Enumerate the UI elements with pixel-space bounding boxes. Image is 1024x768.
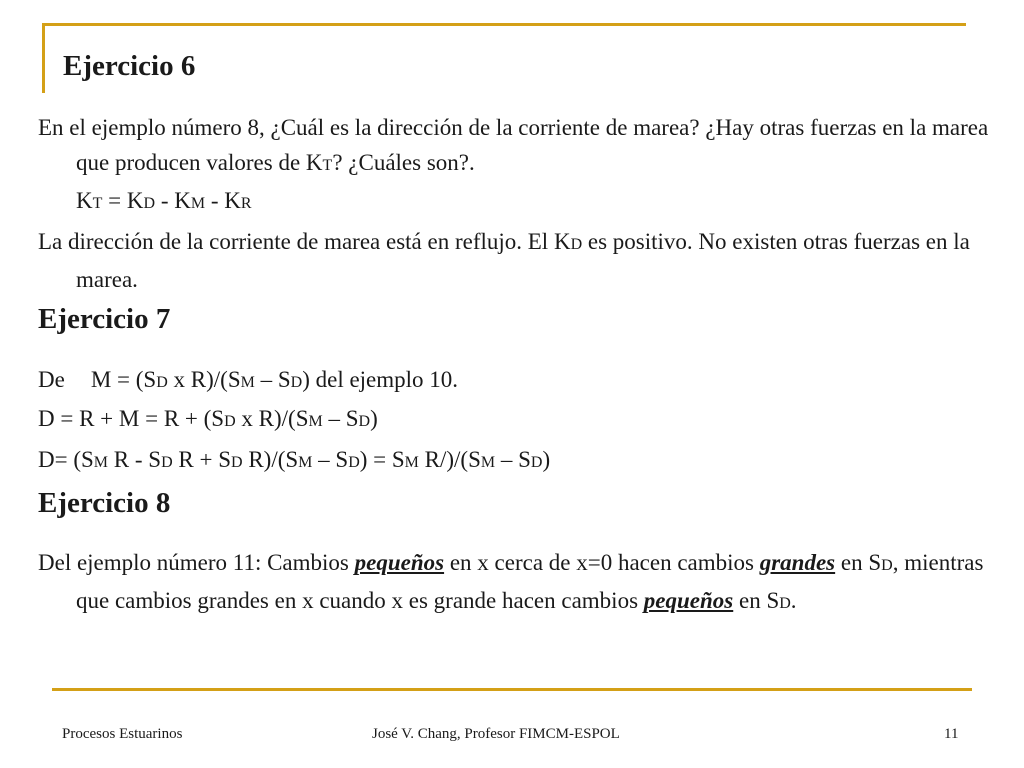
ex8-heading: Ejercicio 8	[38, 487, 171, 519]
top-rule	[42, 23, 966, 26]
bottom-rule	[52, 688, 972, 691]
slide-title: Ejercicio 6	[63, 50, 196, 82]
ex7-heading: Ejercicio 7	[38, 303, 171, 335]
ex6-question: En el ejemplo número 8, ¿Cuál es la dirección de la corriente de marea? ¿Hay otras fuerzas en la marea que producen valores de KT? ¿Cuáles son?.	[38, 115, 989, 175]
footer-author: José V. Chang, Profesor FIMCM-ESPOL	[372, 726, 620, 742]
ex6-equation: KT = KD - KM - KR	[76, 188, 252, 213]
ex7-line-1: De M = (SD x R)/(SM – SD) del ejemplo 10.	[38, 367, 459, 392]
footer-page-number: 11	[944, 726, 959, 742]
ex8-paragraph: Del ejemplo número 11: Cambios pequeños en x cerca de x=0 hacen cambios grandes en SD, mientras que cambios grandes en x cuando x es grande hacen cambios pequeños en SD.	[38, 550, 984, 613]
ex6-answer: La dirección de la corriente de marea está en reflujo. El KD es positivo. No existen otras fuerzas en la marea.	[38, 229, 970, 292]
footer-course: Procesos Estuarinos	[62, 726, 183, 742]
left-rule	[42, 23, 45, 93]
ex7-line-3: D= (SM R - SD R + SD R)/(SM – SD) = SM R/)/(SM – SD)	[38, 447, 551, 472]
ex7-line-2: D = R + M = R + (SD x R)/(SM – SD)	[38, 406, 378, 431]
